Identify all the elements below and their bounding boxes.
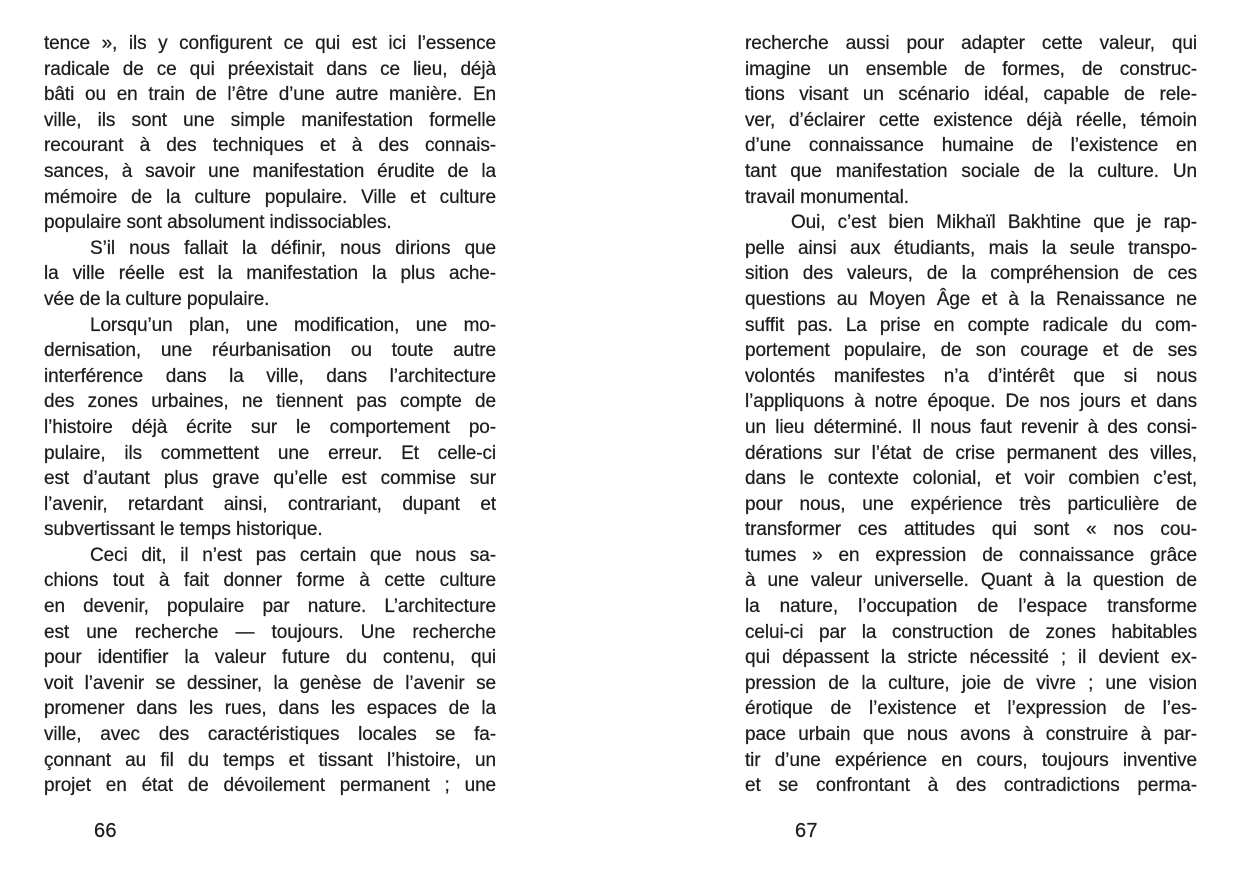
page-left-number: 66 bbox=[94, 819, 117, 842]
text-line: qui dépassent la stricte nécessité ; il devient ex- bbox=[745, 647, 1197, 669]
text-line: vée de la culture populaire. bbox=[44, 288, 270, 310]
text-line: projet en état de dévoilement permanent ; une bbox=[44, 775, 496, 797]
text-line: pulaire, ils commettent une erreur. Et celle-ci bbox=[44, 442, 496, 464]
text-line: Oui, c’est bien Mikhaïl Bakhtine que je rap- bbox=[791, 212, 1197, 234]
text-line: l’avenir, retardant ainsi, contrariant, dupant et bbox=[44, 493, 496, 515]
text-line: radicale de ce qui préexistait dans ce lieu, déjà bbox=[44, 58, 496, 80]
text-line: d’une connaissance humaine de l’existence en bbox=[745, 135, 1197, 157]
text-line: recourant à des techniques et à des connais- bbox=[44, 135, 496, 157]
text-line: portement populaire, de son courage et de ses bbox=[745, 340, 1197, 362]
paragraph bbox=[44, 313, 496, 543]
paragraph bbox=[44, 236, 496, 313]
text-line: interférence dans la ville, dans l’architecture bbox=[44, 365, 496, 387]
text-line: bâti ou en train de l’être d’une autre manière. En bbox=[44, 84, 496, 106]
paragraph bbox=[44, 31, 496, 236]
paragraph bbox=[745, 210, 1197, 799]
page-left-text-block bbox=[44, 31, 496, 799]
text-line: çonnant au fil du temps et tissant l’histoire, un bbox=[44, 749, 496, 771]
text-line: la ville réelle est la manifestation la plus ache- bbox=[44, 263, 496, 285]
text-line: ville, avec des caractéristiques locales se fa- bbox=[44, 724, 496, 746]
text-line: un lieu déterminé. Il nous faut revenir à des consi- bbox=[745, 416, 1197, 438]
text-line: mémoire de la culture populaire. Ville et culture bbox=[44, 186, 496, 208]
text-line: sition des valeurs, de la compréhension de ces bbox=[745, 263, 1197, 285]
text-line: pour identifier la valeur future du contenu, qui bbox=[44, 647, 496, 669]
text-line: pelle ainsi aux étudiants, mais la seule transpo- bbox=[745, 237, 1197, 259]
text-line: questions au Moyen Âge et à la Renaissance ne bbox=[745, 288, 1197, 310]
page-right-number: 67 bbox=[795, 819, 818, 842]
text-line: pression de la culture, joie de vivre ; une vision bbox=[745, 672, 1197, 694]
text-line: pace urbain que nous avons à construire à par- bbox=[745, 724, 1197, 746]
text-line: dernisation, une réurbanisation ou toute autre bbox=[44, 340, 496, 362]
text-line: des zones urbaines, ne tiennent pas compte de bbox=[44, 391, 496, 413]
text-line: subvertissant le temps historique. bbox=[44, 519, 323, 541]
text-line: dérations sur l’état de crise permanent des villes, bbox=[745, 442, 1197, 464]
text-line: l’appliquons à notre époque. De nos jours et dans bbox=[745, 391, 1197, 413]
text-line: volontés manifestes n’a d’intérêt que si nous bbox=[745, 365, 1197, 387]
text-line: ver, d’éclairer cette existence déjà réelle, témoin bbox=[745, 109, 1197, 131]
text-line: tions visant un scénario idéal, capable de rele- bbox=[745, 84, 1197, 106]
text-line: est une recherche — toujours. Une recherche bbox=[44, 621, 496, 643]
text-line: et se confrontant à des contradictions perma- bbox=[745, 775, 1197, 797]
text-line: l’histoire déjà écrite sur le comportement po- bbox=[44, 416, 496, 438]
text-line: Ceci dit, il n’est pas certain que nous sa- bbox=[90, 544, 496, 566]
text-line: tumes » en expression de connaissance grâce bbox=[745, 544, 1197, 566]
page-left bbox=[44, 31, 496, 843]
text-line: recherche aussi pour adapter cette valeur, qui bbox=[745, 33, 1197, 54]
text-line: celui-ci par la construction de zones habitables bbox=[745, 621, 1197, 643]
text-line: tant que manifestation sociale de la culture. Un bbox=[745, 160, 1197, 182]
text-line: tence », ils y configurent ce qui est ici l’essence bbox=[44, 33, 496, 54]
page-right bbox=[745, 31, 1197, 843]
text-line: populaire sont absolument indissociables. bbox=[44, 212, 392, 234]
text-line: ville, ils sont une simple manifestation formelle bbox=[44, 109, 496, 131]
text-line: Lorsqu’un plan, une modification, une mo- bbox=[90, 314, 496, 336]
text-line: chions tout à fait donner forme à cette culture bbox=[44, 570, 496, 592]
text-line: promener dans les rues, dans les espaces de la bbox=[44, 698, 496, 720]
text-line: suffit pas. La prise en compte radicale du com- bbox=[745, 314, 1197, 336]
paragraph bbox=[745, 31, 1197, 210]
text-line: érotique de l’existence et l’expression de l’es- bbox=[745, 698, 1197, 720]
page-right-text-block bbox=[745, 31, 1197, 799]
text-line: la nature, l’occupation de l’espace transforme bbox=[745, 596, 1197, 618]
text-line: imagine un ensemble de formes, de construc- bbox=[745, 58, 1197, 80]
text-line: tir d’une expérience en cours, toujours inventive bbox=[745, 749, 1197, 771]
text-line: pour nous, une expérience très particulière de bbox=[745, 493, 1197, 515]
text-line: sances, à savoir une manifestation érudite de la bbox=[44, 160, 496, 182]
text-line: S’il nous fallait la définir, nous dirions que bbox=[90, 237, 496, 259]
text-line: voit l’avenir se dessiner, la genèse de l’avenir se bbox=[44, 672, 496, 694]
paragraph bbox=[44, 543, 496, 799]
text-line: à une valeur universelle. Quant à la question de bbox=[745, 570, 1197, 592]
text-line: dans le contexte colonial, et voir combien c’est, bbox=[745, 468, 1197, 490]
text-line: est d’autant plus grave qu’elle est commise sur bbox=[44, 468, 496, 490]
text-line: en devenir, populaire par nature. L’architecture bbox=[44, 596, 496, 618]
text-line: travail monumental. bbox=[745, 186, 909, 208]
text-line: transformer ces attitudes qui sont « nos cou- bbox=[745, 519, 1197, 541]
